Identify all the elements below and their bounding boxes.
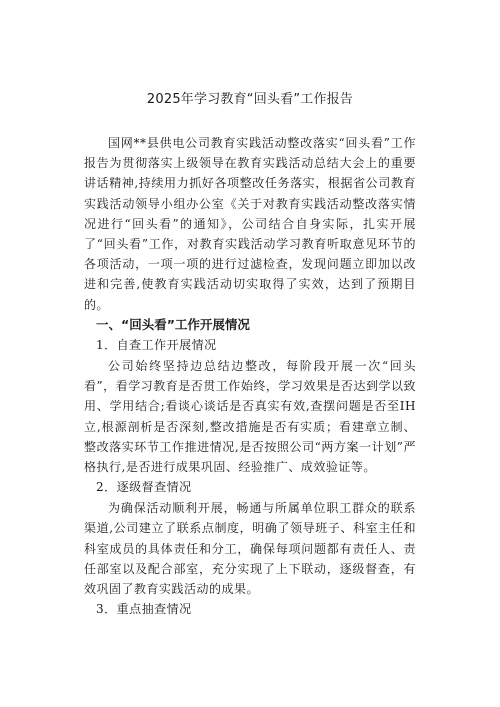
subsection-heading-3: 3．重点抽查情况 bbox=[96, 602, 192, 617]
section-heading-1: 一、“回头看”工作开展情况 bbox=[96, 316, 250, 332]
subsection-body-1: 公司始终坚持边总结边整改，每阶段开展一次“回头看”，看学习教育是否贯工作始终，学习效果是否达到学以致用、学用结合;看谈心谈话是否真实有效,查摆问题是否至IH立,根源剖析是否深刻,整改措施是否有实质；看建章立制、整改落实环节工作推进情况,是否按照公司“两方案一计划”严格执行,是否进行成果巩固、经验推广、成效验证等。 bbox=[84, 359, 416, 475]
subsection-heading-1: 1．自查工作开展情况 bbox=[96, 338, 217, 353]
subsection-heading-2: 2．逐级督查情况 bbox=[96, 480, 192, 495]
intro-paragraph: 国网**县供电公司教育实践活动整改落实“回头看”工作报告为贯彻落实上级领导在教育实践活动总结大会上的重要讲话精神,持续用力抓好各项整改任务落实，根据省公司教育实践活动领导小组办公室《关于对教育实践活动整改落实情况进行“回头看”的通知》，公司结合自身实际，扎实开展了“回头看”工作，对教育实践活动学习教育听取意见环节的各项活动，一项一项的进行过滤检查，发现问题立即加以改进和完善,使教育实践活动切实取得了实效，达到了预期目的。 bbox=[84, 136, 416, 312]
subsection-body-2: 为确保活动顺利开展，畅通与所属单位职工群众的联系渠道,公司建立了联系点制度，明确了领导班子、科室主任和科室成员的具体责任和分工，确保每项问题都有责任人、责任部室以及配合部室，充分实现了上下联动，逐级督查，有效巩固了教育实践活动的成果。 bbox=[84, 501, 416, 597]
document-title: 2025年学习教育“回头看”工作报告 bbox=[146, 92, 354, 107]
